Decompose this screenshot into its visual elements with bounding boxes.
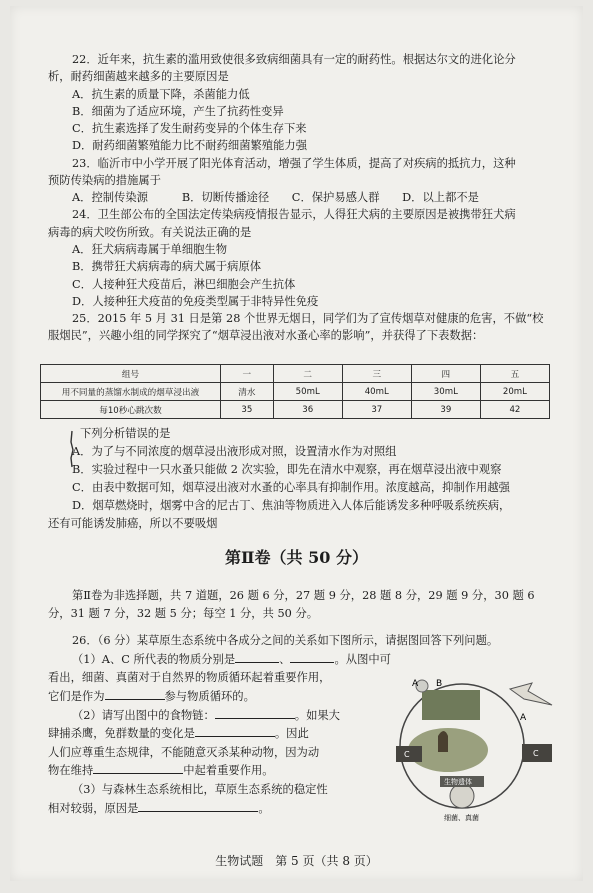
eagle-icon bbox=[510, 683, 552, 705]
q24-line-1: 24．卫生部公布的全国法定传染病疫情报告显示，人得狂犬病的主要原因是被携带狂犬病 bbox=[72, 208, 516, 221]
q23-line-2: 预防传染病的措施属于 bbox=[48, 174, 161, 187]
label-c-right: C bbox=[533, 749, 539, 758]
q24-option-c: C．人接种狂犬疫苗后，淋巴细胞会产生抗体 bbox=[72, 278, 296, 291]
q26-line-3 bbox=[48, 689, 255, 704]
q24-option-b: B．携带狂犬病病毒的病犬属于病原体 bbox=[72, 260, 262, 273]
exam-page bbox=[10, 6, 583, 881]
q26-text: 。从图中可 bbox=[334, 653, 391, 666]
section-intro-2: 分，31 题 7 分，32 题 5 分；每空 1 分，共 50 分。 bbox=[48, 607, 319, 620]
table-cell: 36 bbox=[273, 401, 342, 419]
answer-blank[interactable] bbox=[195, 736, 275, 737]
table-cell: 39 bbox=[411, 401, 480, 419]
q26-line-1 bbox=[72, 652, 391, 667]
q26-text: 参与物质循环的。 bbox=[164, 690, 255, 703]
q26-text: 它们是作为 bbox=[48, 690, 105, 703]
q22-line-1: 22．近年来，抗生素的滥用致使很多致病细菌具有一定的耐药性。根据达尔文的进化论分 bbox=[72, 53, 516, 66]
q22-option-c: C．抗生素选择了发生耐药变异的个体生存下来 bbox=[72, 122, 307, 135]
table-cell: 37 bbox=[342, 401, 411, 419]
q26-stem: 26．（6 分）某草原生态系统中各成分之间的关系如下图所示，请据图回答下列问题。 bbox=[72, 634, 499, 647]
table-cell: 30mL bbox=[411, 383, 480, 401]
q26-line-2: 看出，细菌、真菌对于自然界的物质循环起着重要作用， bbox=[48, 671, 331, 684]
table-cell: 二 bbox=[273, 365, 342, 383]
answer-blank[interactable] bbox=[105, 699, 165, 700]
table-cell: 用不同量的蒸馏水制成的烟草浸出液 bbox=[41, 383, 221, 401]
q24-line-2: 病毒的病犬咬伤所致。有关说法正确的是 bbox=[48, 226, 252, 239]
q25-option-d-cont: 还有可能诱发肺癌，所以不要吸烟 bbox=[48, 517, 218, 530]
table-cell: 20mL bbox=[480, 383, 549, 401]
q26-text: 物在维持 bbox=[48, 764, 94, 777]
q26-text: 。如果大 bbox=[294, 709, 340, 722]
q26-line-7 bbox=[48, 763, 274, 778]
q26-text: （2）请写出图中的食物链： bbox=[72, 709, 215, 722]
table-row bbox=[41, 383, 550, 401]
q22-line-2: 析，耐药细菌越来越多的主要原因是 bbox=[48, 70, 229, 83]
label-decomposers: 细菌、真菌 bbox=[444, 814, 479, 822]
label-a: A bbox=[412, 679, 419, 689]
ecosystem-diagram bbox=[392, 664, 567, 824]
table-cell: 清水 bbox=[221, 383, 274, 401]
q24-option-d: D．人接种狂犬疫苗的免疫类型属于非特异性免疫 bbox=[72, 295, 319, 308]
section-intro-1: 第Ⅱ卷为非选择题，共 7 道题，26 题 6 分，27 题 9 分，28 题 8 分，29 题 9 分，30 题 6 bbox=[72, 589, 535, 602]
q26-text: 。 bbox=[258, 802, 270, 815]
tree-icon bbox=[422, 690, 480, 720]
label-b: B bbox=[436, 679, 443, 689]
q25-prompt: 下列分析错误的是 bbox=[80, 427, 171, 440]
table-cell: 50mL bbox=[273, 383, 342, 401]
table-row bbox=[41, 401, 550, 419]
table-cell: 四 bbox=[411, 365, 480, 383]
q22-option-a: A．抗生素的质量下降，杀菌能力低 bbox=[72, 88, 250, 101]
q25-option-b: B．实验过程中一只水蚤只能做 2 次实验，即先在清水中观察，再在烟草浸出液中观察 bbox=[72, 463, 502, 476]
q26-text: 肆捕杀鹰，免群数量的变化是 bbox=[48, 727, 195, 740]
answer-blank[interactable] bbox=[138, 811, 258, 812]
label-remains: 生物遗体 bbox=[444, 778, 472, 786]
q26-text: 、 bbox=[279, 653, 291, 666]
table-cell: 五 bbox=[480, 365, 549, 383]
table-cell: 40mL bbox=[342, 383, 411, 401]
q25-line-1: 25．2015 年 5 月 31 日是第 28 个世界无烟日，同学们为了宣传烟草对健康的危害，不做“校 bbox=[72, 312, 544, 325]
table-cell: 每10秒心跳次数 bbox=[41, 401, 221, 419]
label-c-left: C bbox=[404, 750, 410, 759]
q26-text: 。因此 bbox=[274, 727, 309, 740]
rabbit-icon bbox=[438, 731, 448, 752]
q26-line-6: 人们应尊重生态规律，不能随意灭杀某种动物，因为动 bbox=[48, 746, 320, 759]
q26-line-8: （3）与森林生态系统相比，草原生态系统的稳定性 bbox=[72, 783, 328, 796]
q26-text: 中起着重要作用。 bbox=[183, 764, 274, 777]
q22-option-b: B．细菌为了适应环境，产生了抗药性变异 bbox=[72, 105, 284, 118]
answer-blank[interactable] bbox=[93, 773, 183, 774]
q26-line-5 bbox=[48, 726, 309, 741]
q26-line-4 bbox=[72, 708, 340, 723]
label-a-2: A bbox=[520, 713, 527, 723]
section-title: 第Ⅱ卷（共 50 分） bbox=[225, 548, 368, 567]
answer-blank[interactable] bbox=[235, 662, 279, 663]
table-row bbox=[41, 365, 550, 383]
q23-line-1: 23．临沂市中小学开展了阳光体育活动，增强了学生体质，提高了对疾病的抵抗力，这种 bbox=[72, 157, 516, 170]
table-cell: 一 bbox=[221, 365, 274, 383]
table-cell: 35 bbox=[221, 401, 274, 419]
q26-text: （1）A、C 所代表的物质分别是 bbox=[72, 653, 236, 666]
decomposer-icon bbox=[450, 784, 474, 808]
q25-option-a: A．为了与不同浓度的烟草浸出液形成对照，设置清水作为对照组 bbox=[72, 445, 397, 458]
q26-line-9 bbox=[48, 801, 270, 816]
q26-text: 相对较弱，原因是 bbox=[48, 802, 139, 815]
q25-line-2: 服烟民”，兴趣小组的同学探究了“烟草浸出液对水蚤心率的影响”，并获得了下表数据： bbox=[48, 329, 484, 342]
q24-option-a: A．狂犬病病毒属于单细胞生物 bbox=[72, 243, 228, 256]
table-cell: 三 bbox=[342, 365, 411, 383]
table-cell: 42 bbox=[480, 401, 549, 419]
q25-option-d: D．烟草燃烧时，烟雾中含的尼古丁、焦油等物质进入人体后能诱发多种呼吸系统疾病， bbox=[72, 499, 511, 512]
answer-blank[interactable] bbox=[215, 718, 295, 719]
q25-data-table bbox=[40, 364, 550, 419]
q23-options: A．控制传染源 B．切断传播途径 C．保护易感人群 D．以上都不是 bbox=[72, 191, 479, 204]
q25-option-c: C．由表中数据可知，烟草浸出液对水蚤的心率具有抑制作用。浓度越高，抑制作用越强 bbox=[72, 481, 510, 494]
page-footer: 生物试题 第 5 页（共 8 页） bbox=[215, 854, 378, 868]
answer-blank[interactable] bbox=[290, 662, 334, 663]
q22-option-d: D．耐药细菌繁殖能力比不耐药细菌繁殖能力强 bbox=[72, 139, 307, 152]
table-cell: 组号 bbox=[41, 365, 221, 383]
